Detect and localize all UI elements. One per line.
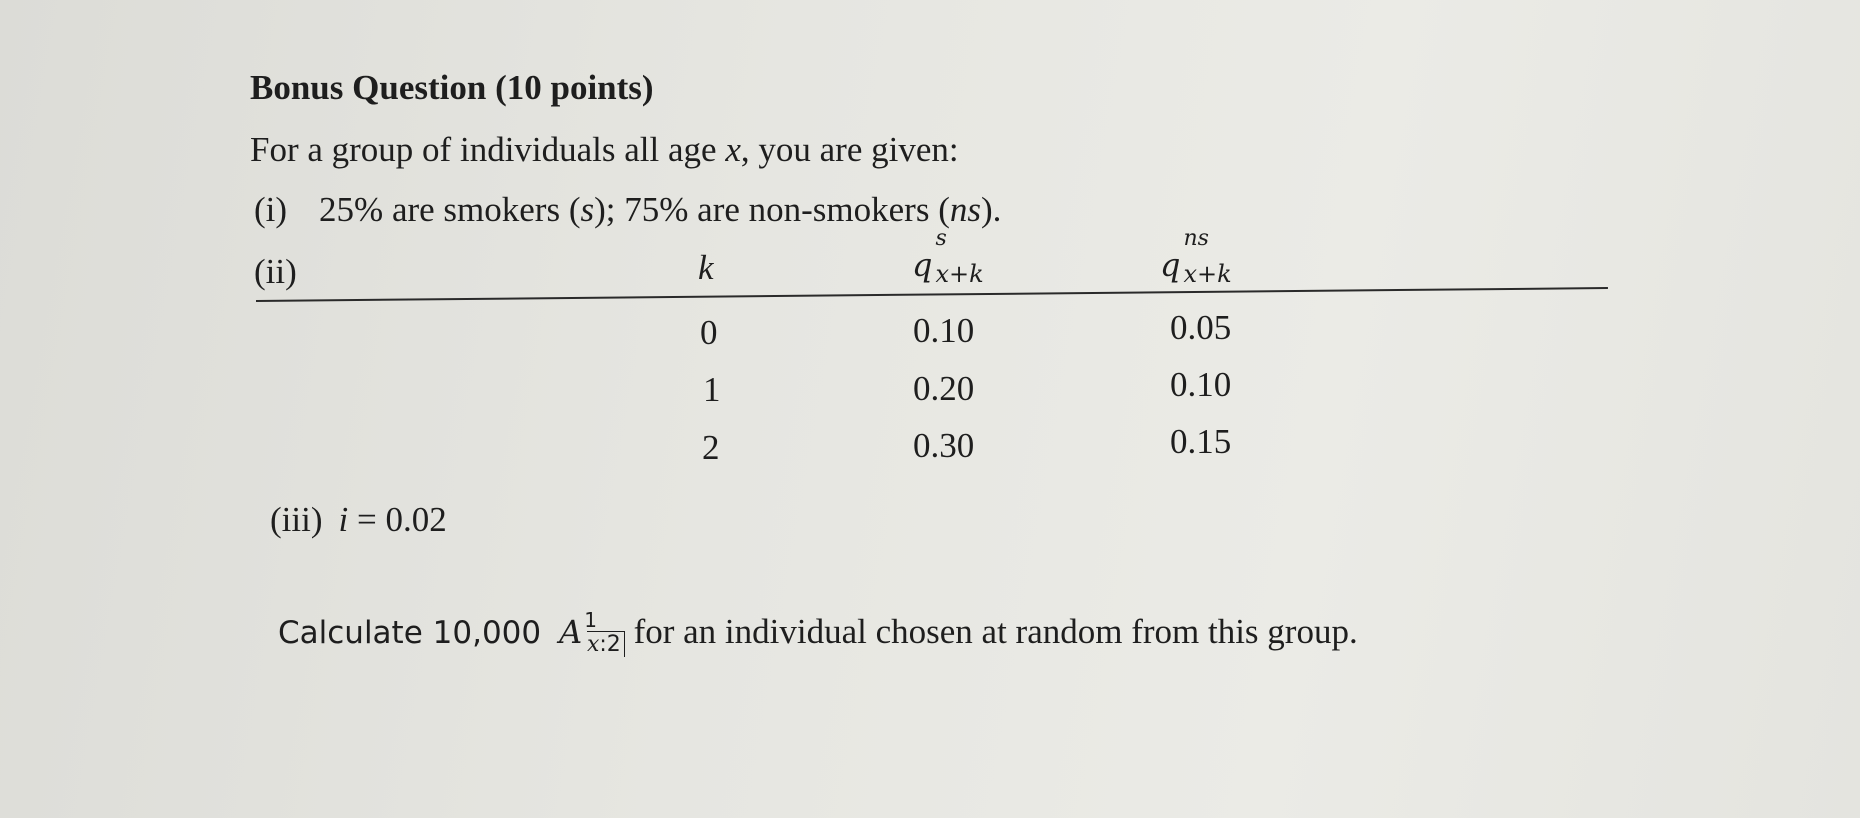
cell-k-2: 2: [702, 428, 720, 467]
item-ii-label: (ii): [254, 252, 297, 291]
item-iii: [270, 500, 447, 540]
header-q-nonsmoker: [1160, 226, 1232, 288]
header-qns-sub: x+k: [1183, 260, 1232, 288]
calc-before: Calculate: [278, 615, 433, 651]
cell-qs-1: 0.20: [913, 369, 975, 408]
calculate-instruction: [278, 608, 1358, 657]
item-i-text-b: ); 75% are non-smokers (: [594, 190, 950, 229]
item-i-s: s: [580, 190, 595, 229]
item-i-label: (i): [254, 190, 288, 229]
calc-A-sub-n: :2: [599, 632, 621, 657]
intro-text: [250, 130, 959, 170]
header-qs-base: q: [912, 246, 933, 284]
item-iii-var: i: [338, 500, 349, 539]
item-i-text-a: 25% are smokers (: [319, 190, 581, 229]
item-i: [254, 190, 1001, 230]
calc-number: 10,000: [432, 615, 542, 651]
cell-qs-2: 0.30: [913, 426, 975, 465]
header-qs-sub: x+k: [935, 260, 984, 288]
table-rule: [256, 287, 1608, 302]
intro-var: x: [725, 130, 741, 169]
item-iii-label: (iii): [270, 500, 323, 539]
calc-A: A: [559, 613, 583, 651]
calc-A-sub-x: x: [586, 632, 600, 657]
item-iii-text: = 0.02: [348, 500, 447, 539]
question-title: Bonus Question (10 points): [250, 68, 654, 107]
calc-A-sub: [587, 631, 625, 657]
cell-qns-2: 0.15: [1170, 422, 1232, 461]
cell-qs-0: 0.10: [913, 311, 975, 350]
item-i-ns: ns: [949, 190, 981, 229]
header-qs-sup: s: [935, 226, 947, 251]
intro-before: For a group of individuals all age: [250, 130, 726, 169]
header-qns-sup: ns: [1183, 226, 1209, 251]
cell-qns-1: 0.10: [1170, 365, 1232, 404]
intro-after: , you are given:: [740, 130, 959, 169]
header-qns-base: q: [1160, 246, 1181, 284]
header-k: k: [698, 248, 714, 287]
item-i-text-c: ).: [980, 190, 1002, 229]
calc-after: for an individual chosen at random from this group.: [624, 612, 1358, 651]
calc-A-sup: 1: [584, 608, 597, 632]
cell-k-1: 1: [703, 370, 721, 409]
header-q-smoker: [912, 226, 984, 288]
cell-qns-0: 0.05: [1170, 308, 1232, 347]
cell-k-0: 0: [700, 313, 718, 352]
